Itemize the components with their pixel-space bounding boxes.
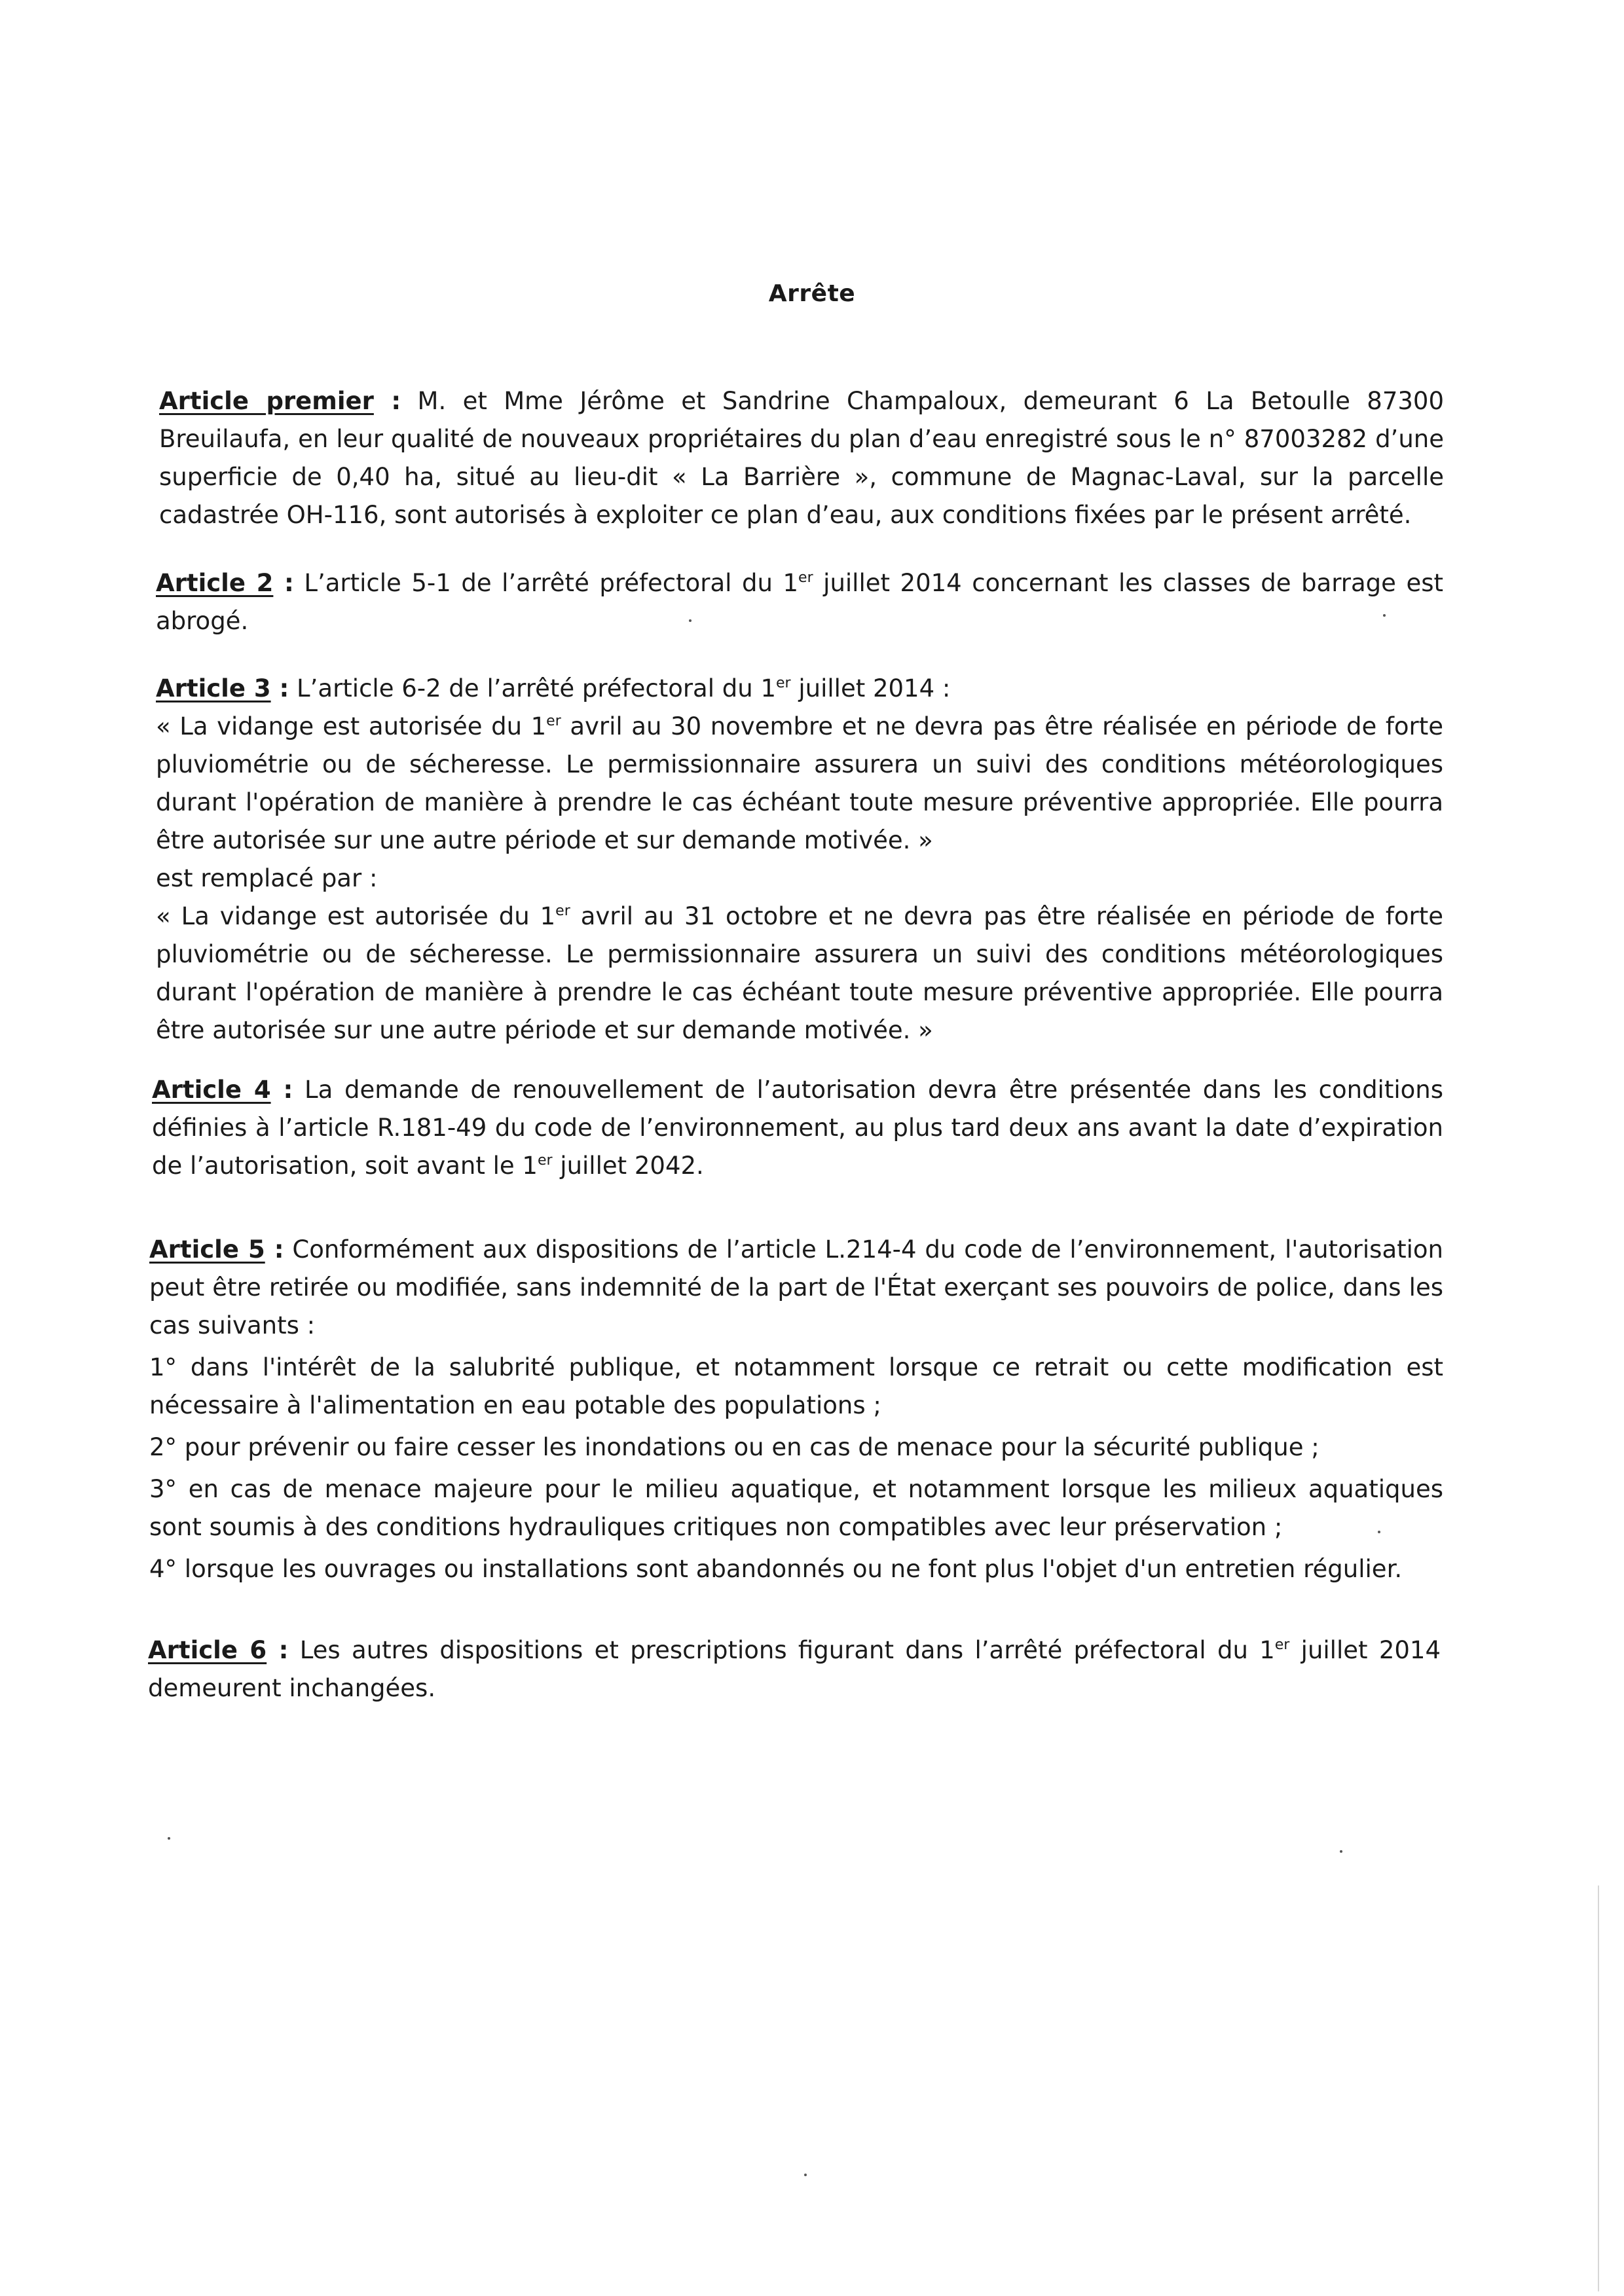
article-4-text-b: juillet 2042.	[552, 1152, 704, 1180]
article-5-item-4: 4° lorsque les ouvrages ou installations sont abandonnés ou ne font plus l'objet d'un entretien régulier.	[149, 1555, 1403, 1583]
article-3-intro-sup: er	[776, 675, 791, 691]
scan-speck	[1378, 1531, 1380, 1533]
article-premier	[159, 382, 1444, 534]
article-5-colon: :	[265, 1235, 284, 1264]
article-3-intro-a: L’article 6-2 de l’arrêté préfectoral du 1	[289, 674, 777, 702]
article-5-item-1: 1° dans l'intérêt de la salubrité publique, et notamment lorsque ce retrait ou cette modification est nécessaire à l'alimentation en eau potable des populations ;	[149, 1353, 1443, 1419]
article-premier-paragraph	[159, 382, 1444, 534]
scan-speck	[1340, 1850, 1342, 1853]
article-6	[148, 1631, 1441, 1707]
article-2-colon: :	[273, 569, 294, 597]
article-3-intro-b: juillet 2014 :	[790, 674, 951, 702]
article-5-label: Article 5	[149, 1235, 265, 1264]
article-premier-colon: :	[373, 387, 401, 415]
article-4-paragraph	[152, 1071, 1443, 1185]
article-4	[152, 1071, 1443, 1185]
article-4-sup: er	[537, 1152, 553, 1169]
scan-edge-line	[1598, 1886, 1599, 2291]
article-premier-label: Article premier	[159, 387, 374, 415]
article-6-sup: er	[1274, 1637, 1290, 1653]
article-5-intro-text: Conformément aux dispositions de l’article L.214-4 du code de l’environnement, l'autorisation peut être retirée ou modifiée, sans indemnité de la part de l'État exerçant ses pouvoirs de police, dans les cas suivants :	[149, 1235, 1443, 1339]
article-4-text-a: La demande de renouvellement de l’autorisation devra être présentée dans les conditions définies à l’article R.181-49 du code de l’environnement, au plus tard deux ans avant la date d’expiration de l’autorisation, soit avant le 1	[152, 1076, 1443, 1180]
article-3-old-b: avril au 30 novembre et ne devra pas être réalisée en période de forte pluviométrie ou de sécheresse. Le permissionnaire assurera un suivi des conditions météorologiques durant l'opération de manière à prendre le cas échéant toute mesure préventive appropriée. Elle pourra être autorisée sur une autre période et sur demande motivée. »	[156, 712, 1444, 854]
article-6-text-b: juillet 2014 demeurent inchangées.	[148, 1636, 1441, 1702]
article-6-paragraph	[148, 1631, 1441, 1707]
article-6-colon: :	[267, 1636, 289, 1664]
scan-speck	[1383, 614, 1386, 617]
article-2-label: Article 2	[156, 569, 274, 597]
article-3-new-b: avril au 31 octobre et ne devra pas être réalisée en période de forte pluviométrie ou de sécheresse. Le permissionnaire assurera un suivi des conditions météorologiques durant l'opération de manière à prendre le cas échéant toute mesure préventive appropriée. Elle pourra être autorisée sur une autre période et sur demande motivée. »	[156, 902, 1443, 1044]
article-4-colon: :	[270, 1076, 293, 1104]
article-5-item-3: 3° en cas de menace majeure pour le milieu aquatique, et notamment lorsque les milieux aquatiques sont soumis à des conditions hydrauliques critiques non compatibles avec leur préservation ;	[149, 1475, 1443, 1541]
scan-speck	[689, 619, 692, 622]
article-5	[149, 1231, 1443, 1588]
document-title: Arrête	[768, 280, 856, 307]
article-3-new-a: « La vidange est autorisée du 1	[156, 902, 556, 930]
article-2-text-b: juillet 2014 concernant les classes de barrage est abrogé.	[156, 569, 1443, 635]
article-2	[156, 564, 1443, 640]
article-3	[156, 670, 1443, 1049]
article-3-new-sup: er	[555, 903, 570, 919]
article-3-intro	[156, 670, 1443, 708]
article-4-label: Article 4	[152, 1076, 271, 1104]
article-6-label: Article 6	[148, 1636, 267, 1664]
article-3-old-sup: er	[546, 713, 561, 729]
scan-speck	[804, 2174, 807, 2176]
article-6-text-a: Les autres dispositions et prescriptions figurant dans l’arrêté préfectoral du 1	[288, 1636, 1275, 1664]
article-3-label: Article 3	[156, 674, 271, 702]
article-5-intro	[149, 1231, 1443, 1345]
article-2-sup: er	[798, 570, 813, 586]
article-3-old-text	[156, 708, 1443, 860]
article-3-colon: :	[270, 674, 289, 702]
article-2-text-a: L’article 5-1 de l’arrêté préfectoral du 1	[293, 569, 799, 597]
article-3-replaced: est remplacé par :	[156, 864, 378, 892]
article-3-old-a: « La vidange est autorisée du 1	[156, 712, 547, 740]
article-3-new-text	[156, 898, 1443, 1049]
article-2-paragraph	[156, 564, 1443, 640]
article-premier-text: M. et Mme Jérôme et Sandrine Champaloux, demeurant 6 La Betoulle 87300 Breuilaufa, en leur qualité de nouveaux propriétaires du plan d’eau enregistré sous le n° 87003282 d’une superficie de 0,40 ha, situé au lieu-dit « La Barrière », commune de Magnac-Laval, sur la parcelle cadastrée OH-116, sont autorisés à exploiter ce plan d’eau, aux conditions fixées par le présent arrêté.	[159, 387, 1444, 529]
article-5-item-2: 2° pour prévenir ou faire cesser les inondations ou en cas de menace pour la sécurité publique ;	[149, 1433, 1320, 1461]
scan-speck	[168, 1837, 170, 1840]
